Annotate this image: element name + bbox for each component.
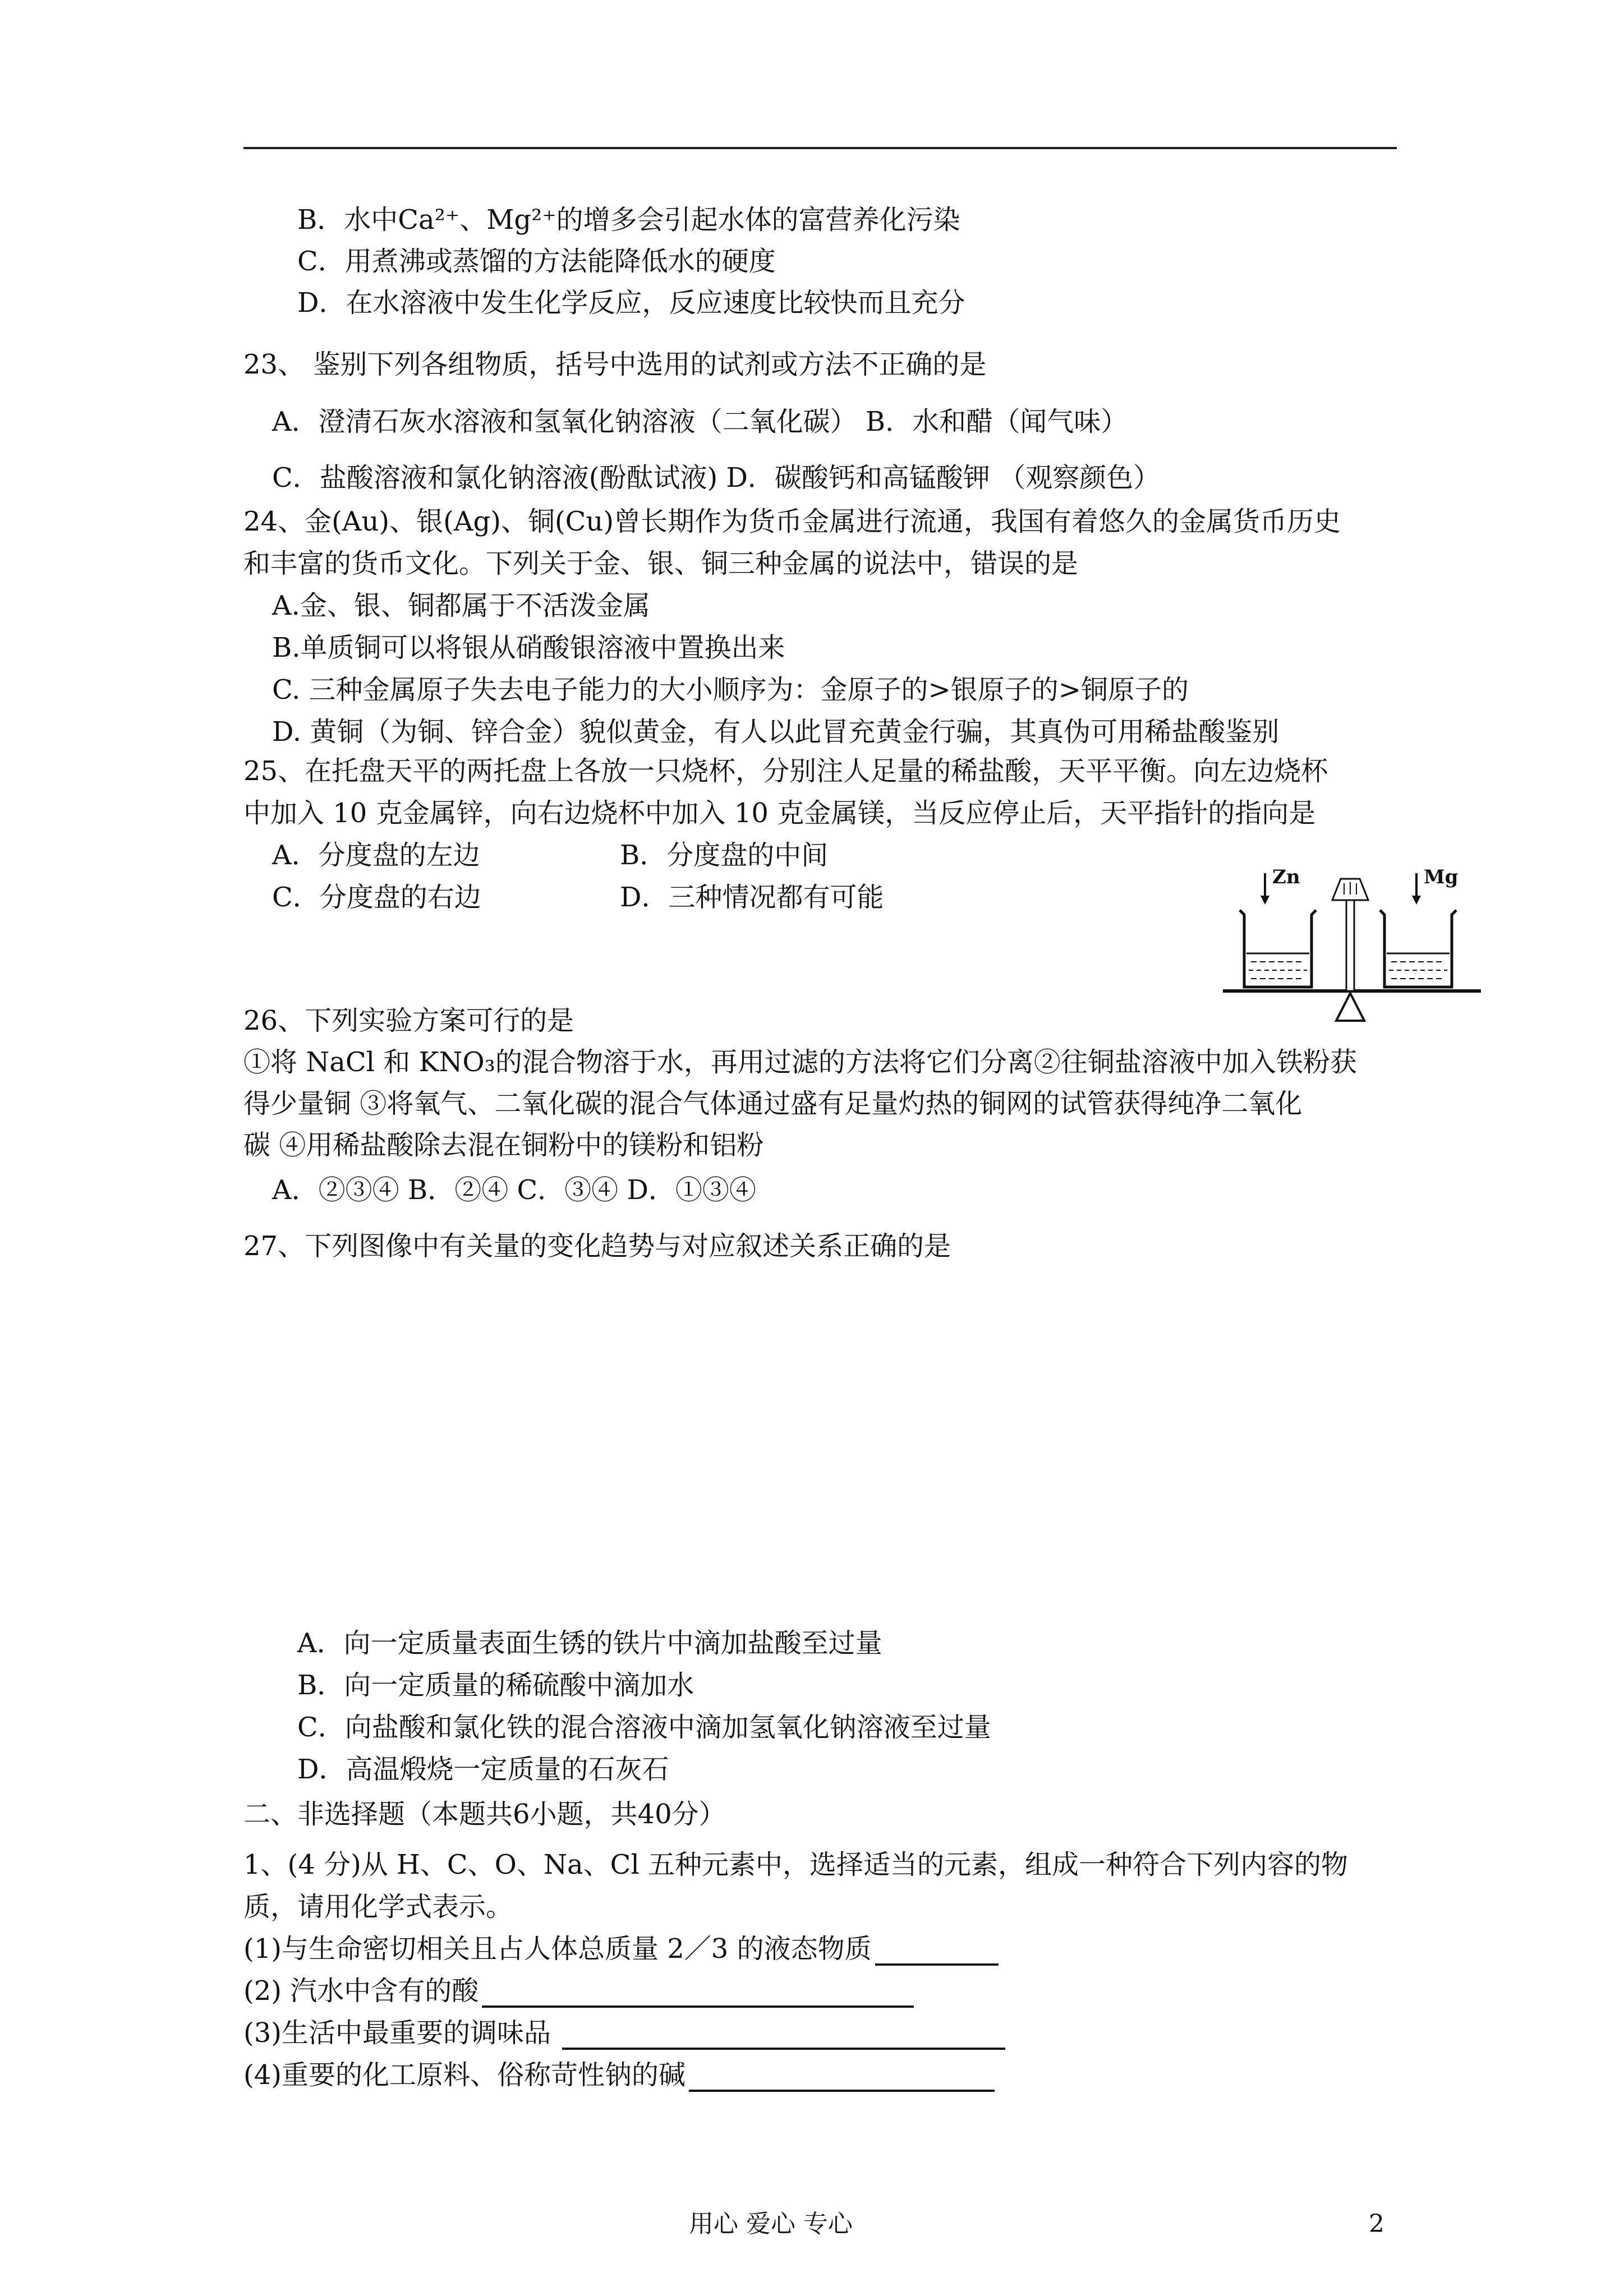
nq1-item-1-text: (1)与生命密切相关且占人体总质量 2／3 的液态物质 <box>243 1933 872 1965</box>
right-beaker <box>1380 910 1456 987</box>
nq1-stem-line2: 质，请用化学式表示。 <box>243 1891 513 1922</box>
q25-option-a: A．分度盘的左边 <box>272 840 480 871</box>
q27-option-b: B．向一定质量的稀硫酸中滴加水 <box>297 1670 694 1701</box>
q26-line2: 得少量铜 ③将氧气、二氧化碳的混合气体通过盛有足量灼热的铜网的试管获得纯净二氧化 <box>243 1088 1303 1119</box>
nq1-item-3-text: (3)生活中最重要的调味品 <box>243 2017 551 2049</box>
q23-options-line2: C．盐酸溶液和氯化钠溶液(酚酞试液) D．碳酸钙和高锰酸钾 （观察颜色） <box>272 462 1161 494</box>
nq1-item-1-blank[interactable] <box>875 1934 999 1966</box>
q23-options-line1: A．澄清石灰水溶液和氢氧化钠溶液（二氧化碳） B．水和醋（闻气味） <box>272 406 1128 437</box>
page-number: 2 <box>1369 2210 1384 2238</box>
q24-option-d: D. 黄铜（为铜、锌合金）貌似黄金，有人以此冒充黄金行骗，其真伪可用稀盐酸鉴别 <box>272 716 1280 748</box>
q25-stem-line1: 25、在托盘天平的两托盘上各放一只烧杯，分别注人足量的稀盐酸，天平平衡。向左边烧杯 <box>243 755 1328 787</box>
q22-option-d: D．在水溶液中发生化学反应，反应速度比较快而且充分 <box>297 287 965 319</box>
balance-figure <box>1212 861 1492 1023</box>
q26-line3: 碳 ④用稀盐酸除去混在铜粉中的镁粉和铝粉 <box>243 1129 764 1161</box>
header-rule <box>243 147 1397 149</box>
right-arrow-head <box>1412 896 1421 905</box>
q27-option-a: A．向一定质量表面生锈的铁片中滴加盐酸至过量 <box>297 1628 882 1659</box>
zn-label: Zn <box>1272 866 1300 888</box>
nq1-item-3 <box>243 2016 1005 2050</box>
q24-stem-line2: 和丰富的货币文化。下列关于金、银、铜三种金属的说法中，错误的是 <box>243 548 1079 579</box>
nq1-item-4-text: (4)重要的化工原料、俗称苛性钠的碱 <box>243 2059 686 2091</box>
q22-option-c: C．用煮沸或蒸馏的方法能降低水的硬度 <box>297 246 776 277</box>
q27-option-c: C．向盐酸和氯化铁的混合溶液中滴加氢氧化钠溶液至过量 <box>297 1712 991 1743</box>
nq1-item-1 <box>243 1932 999 1966</box>
q24-option-c: C. 三种金属原子失去电子能力的大小顺序为：金原子的>银原子的>铜原子的 <box>272 674 1189 706</box>
nq1-item-2-blank[interactable] <box>482 1976 914 2008</box>
q25-option-c: C．分度盘的右边 <box>272 882 481 913</box>
q24-stem-line1: 24、金(Au)、银(Ag)、铜(Cu)曾长期作为货币金属进行流通，我国有着悠久的金属货币历史 <box>243 506 1341 537</box>
q22-option-b: B．水中Ca²⁺、Mg²⁺的增多会引起水体的富营养化污染 <box>297 204 960 236</box>
nq1-item-3-blank[interactable] <box>562 2018 1005 2050</box>
left-arrow-head <box>1260 896 1269 905</box>
left-beaker <box>1240 910 1316 987</box>
balance-base <box>1336 993 1364 1021</box>
q27-stem: 27、下列图像中有关量的变化趋势与对应叙述关系正确的是 <box>243 1230 951 1262</box>
q25-option-d: D．三种情况都有可能 <box>620 882 884 913</box>
balance-pointer <box>1346 900 1354 991</box>
nq1-item-2 <box>243 1974 914 2008</box>
nq1-item-4 <box>243 2058 995 2092</box>
q24-option-b: B.单质铜可以将银从硝酸银溶液中置换出来 <box>272 632 785 663</box>
nq1-item-2-text: (2) 汽水中含有的酸 <box>243 1975 479 2007</box>
nq1-item-4-blank[interactable] <box>689 2060 995 2092</box>
q26-line1: ①将 NaCl 和 KNO₃的混合物溶于水，再用过滤的方法将它们分离②往铜盐溶液中加入铁粉获 <box>243 1046 1357 1078</box>
q26-stem: 26、下列实验方案可行的是 <box>243 1005 574 1036</box>
q25-option-b: B．分度盘的中间 <box>620 840 829 871</box>
q25-stem-line2: 中加入 10 克金属锌，向右边烧杯中加入 10 克金属镁，当反应停止后，天平指针的指向是 <box>243 797 1316 829</box>
q26-options: A．②③④ B．②④ C．③④ D．①③④ <box>272 1174 756 1206</box>
q24-option-a: A.金、银、铜都属于不活泼金属 <box>272 590 650 621</box>
footer-motto: 用心 爱心 专心 <box>689 2210 853 2238</box>
q23-stem: 23、 鉴别下列各组物质，括号中选用的试剂或方法不正确的是 <box>243 349 987 380</box>
section-title: 二、非选择题（本题共6小题，共40分） <box>243 1799 726 1830</box>
nq1-stem-line1: 1、(4 分)从 H、C、O、Na、Cl 五种元素中，选择适当的元素，组成一种符合下列内容的物 <box>243 1849 1348 1880</box>
q27-option-d: D．高温煅烧一定质量的石灰石 <box>297 1754 669 1785</box>
mg-label: Mg <box>1424 866 1459 888</box>
